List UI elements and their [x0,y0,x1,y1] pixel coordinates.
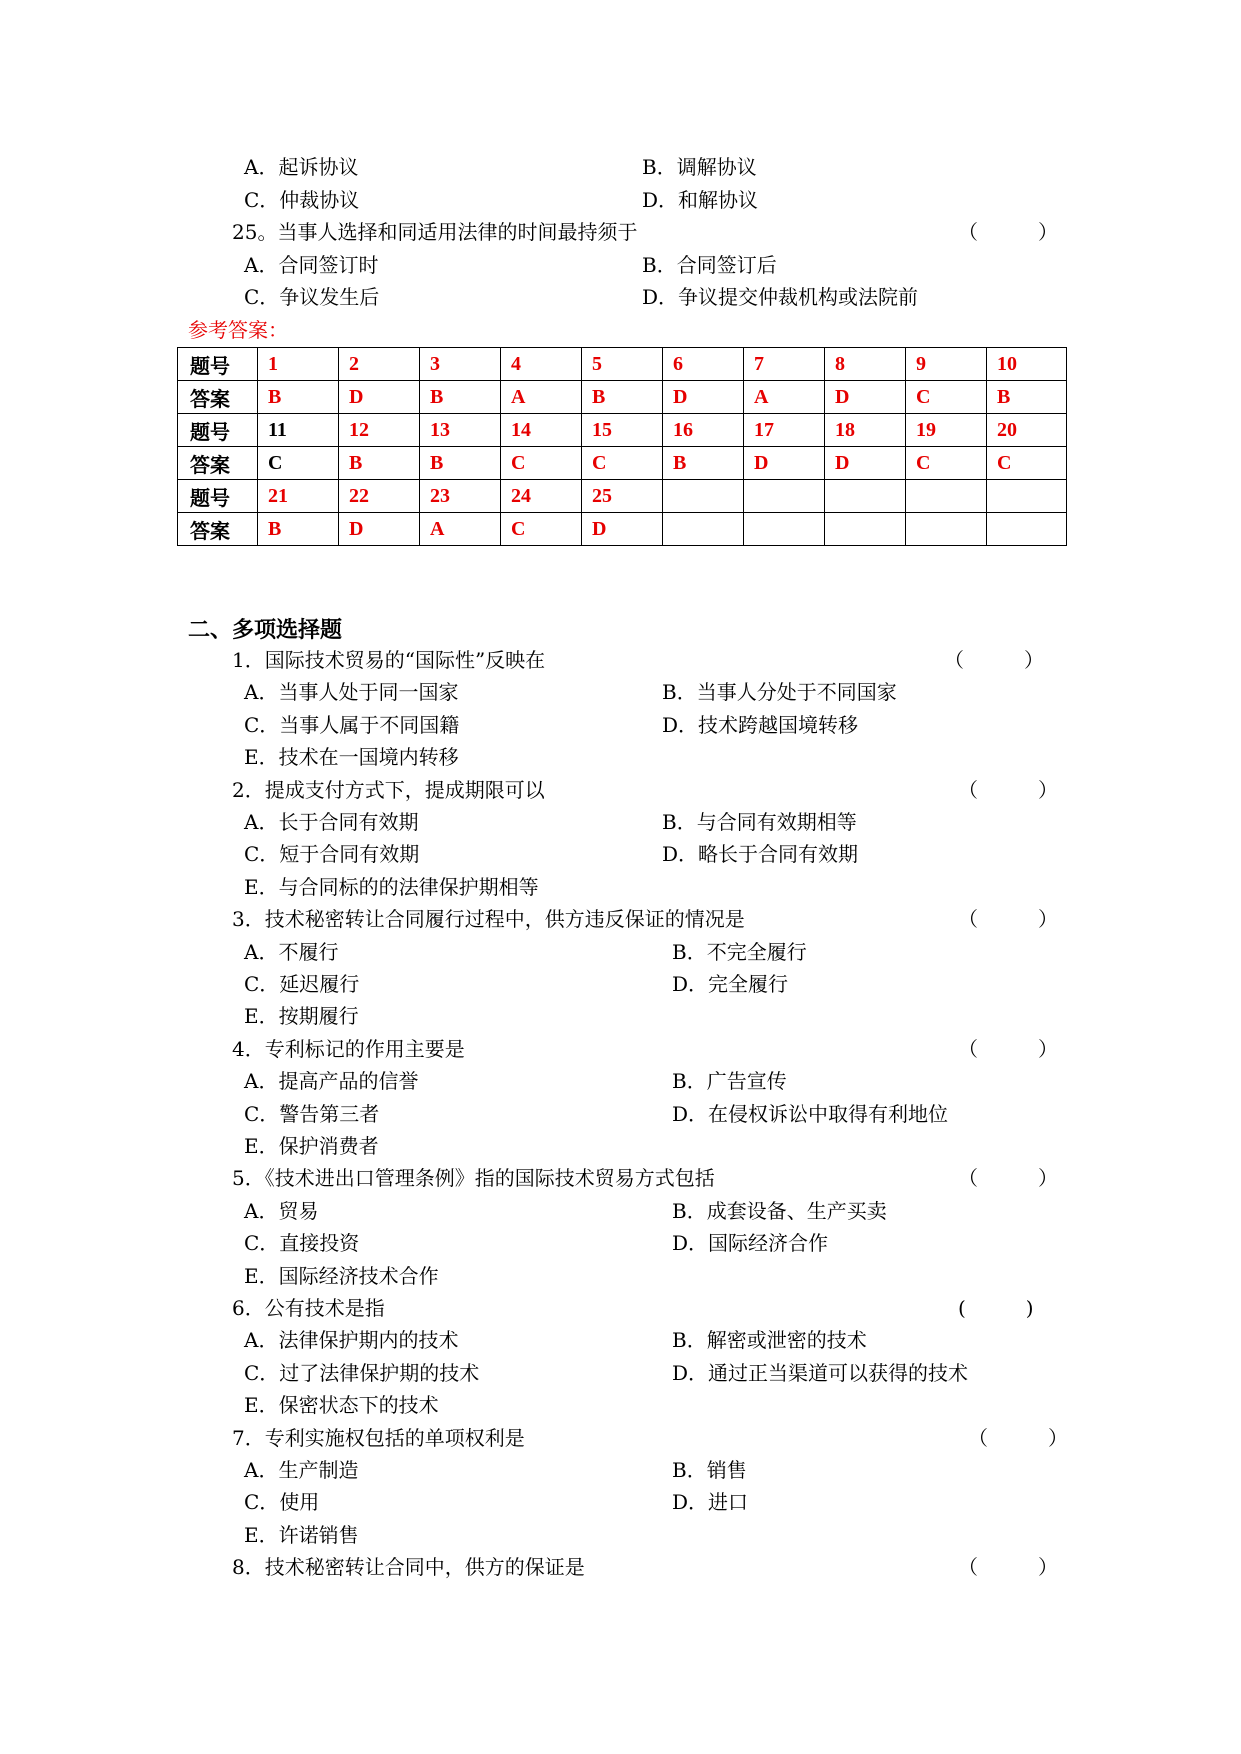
answer-table-cell: C [906,447,987,480]
answer-table-cell [906,513,987,546]
answer-table-cell: 14 [501,414,582,447]
question-stem: 6．公有技术是指 [232,1296,385,1320]
answer-table-number-row [178,414,1067,447]
answer-table-cell: 4 [501,348,582,381]
answer-table-cell: C [501,447,582,480]
answer-table-cell: 9 [906,348,987,381]
answer-bracket: ( ) [958,1296,1034,1320]
answer-bracket: （ ） [968,1426,1068,1450]
answer-table-cell: 6 [663,348,744,381]
answer-table-cell: 25 [582,480,663,513]
answer-table-answer-row [178,381,1067,414]
answer-table-row-label: 答案 [178,381,258,414]
option-d: D．技术跨越国境转移 [662,713,859,737]
answer-table-cell: 2 [339,348,420,381]
answer-table-cell: 10 [987,348,1067,381]
answer-table-cell: 21 [258,480,339,513]
answer-table-cell: B [258,513,339,546]
answer-table-cell: D [825,381,906,414]
answer-table-cell: B [420,381,501,414]
answer-table-answer-row [178,447,1067,480]
answer-bracket: （ ） [958,1555,1058,1579]
option-e: E．按期履行 [244,1004,359,1028]
answer-table-cell: C [987,447,1067,480]
option-e: E．保密状态下的技术 [244,1393,439,1417]
section-2-title: 二、多项选择题 [188,618,343,643]
q24-option-d: D．和解协议 [642,188,759,212]
option-d: D．略长于合同有效期 [662,842,859,866]
answer-table-cell [744,480,825,513]
option-a: A．法律保护期内的技术 [244,1328,459,1352]
option-c: C．延迟履行 [244,972,360,996]
answer-table-cell: B [987,381,1067,414]
answer-table [177,347,1067,546]
answer-table-cell [987,513,1067,546]
answer-table-number-row [178,348,1067,381]
answer-table-cell: C [501,513,582,546]
answer-table-number-row [178,480,1067,513]
answer-table-row-label: 答案 [178,447,258,480]
answer-table-cell: 24 [501,480,582,513]
answer-table-cell: 1 [258,348,339,381]
answer-table-cell: D [825,447,906,480]
option-e: E．与合同标的的法律保护期相等 [244,875,539,899]
option-c: C．当事人属于不同国籍 [244,713,460,737]
question-stem: 3．技术秘密转让合同履行过程中，供方违反保证的情况是 [232,907,745,931]
answer-table-row-label: 题号 [178,348,258,381]
option-b: B．不完全履行 [672,940,807,964]
answer-table-cell: 23 [420,480,501,513]
answer-table-cell: B [420,447,501,480]
option-a: A．当事人处于同一国家 [244,680,459,704]
answer-table-cell: 12 [339,414,420,447]
option-b: B．销售 [672,1458,747,1482]
option-b: B．解密或泄密的技术 [672,1328,867,1352]
option-c: C．过了法律保护期的技术 [244,1361,480,1385]
answer-bracket: （ ） [958,1166,1058,1190]
answer-table-cell: B [258,381,339,414]
q24-option-a: A．起诉协议 [244,155,359,179]
option-a: A．提高产品的信誉 [244,1069,419,1093]
answer-table-row-label: 题号 [178,414,258,447]
answer-table-cell: B [339,447,420,480]
answer-table-cell: B [663,447,744,480]
answer-table-cell [744,513,825,546]
q25-option-c: C．争议发生后 [244,285,380,309]
question-stem: 2．提成支付方式下，提成期限可以 [232,778,545,802]
q25-option-a: A．合同签订时 [244,253,379,277]
option-d: D．国际经济合作 [672,1231,829,1255]
q25-option-b: B．合同签订后 [642,253,777,277]
answer-table-cell: D [663,381,744,414]
answer-table-cell: 18 [825,414,906,447]
option-e: E．国际经济技术合作 [244,1264,439,1288]
q25-option-d: D．争议提交仲裁机构或法院前 [642,285,919,309]
option-a: A．生产制造 [244,1458,359,1482]
option-d: D．进口 [672,1490,749,1514]
answer-table-cell [825,480,906,513]
answer-table-cell [825,513,906,546]
answer-table-cell [987,480,1067,513]
answer-table-cell: D [339,513,420,546]
answer-table-cell: 15 [582,414,663,447]
question-stem: 4．专利标记的作用主要是 [232,1037,465,1061]
answer-table-cell: D [744,447,825,480]
answer-table-answer-row [178,513,1067,546]
option-e: E．保护消费者 [244,1134,379,1158]
answer-bracket: （ ） [958,778,1058,802]
answer-table-cell: D [582,513,663,546]
question-stem: 7．专利实施权包括的单项权利是 [232,1426,525,1450]
answer-table-cell: C [258,447,339,480]
answer-table-cell: 22 [339,480,420,513]
option-b: B．广告宣传 [672,1069,787,1093]
option-d: D．完全履行 [672,972,789,996]
q25-stem: 25。当事人选择和同适用法律的时间最持须于 [232,220,638,244]
answer-table-cell: A [501,381,582,414]
q24-option-c: C．仲裁协议 [244,188,360,212]
q24-option-b: B．调解协议 [642,155,757,179]
option-d: D．通过正当渠道可以获得的技术 [672,1361,969,1385]
answer-table-cell [663,480,744,513]
question-stem: 1．国际技术贸易的“国际性”反映在 [232,648,546,672]
option-c: C．使用 [244,1490,320,1514]
answer-table-cell: D [339,381,420,414]
answer-table-cell: 11 [258,414,339,447]
answer-table-cell: C [906,381,987,414]
answer-table-cell [663,513,744,546]
answer-table-cell: C [582,447,663,480]
answer-table-cell: A [744,381,825,414]
answer-table-cell: A [420,513,501,546]
answer-table-row-label: 题号 [178,480,258,513]
answer-table-cell: 16 [663,414,744,447]
option-e: E．许诺销售 [244,1523,359,1547]
option-c: C．直接投资 [244,1231,360,1255]
option-b: B．当事人分处于不同国家 [662,680,897,704]
option-d: D．在侵权诉讼中取得有利地位 [672,1102,949,1126]
answer-table-cell: 8 [825,348,906,381]
option-c: C．短于合同有效期 [244,842,420,866]
q25-answer-bracket: （ ） [958,220,1058,244]
option-e: E．技术在一国境内转移 [244,745,459,769]
answer-table-cell: 5 [582,348,663,381]
question-stem: 5．《技术进出口管理条例》指的国际技术贸易方式包括 [232,1166,715,1190]
option-b: B．成套设备、生产买卖 [672,1199,887,1223]
answer-table-cell: 20 [987,414,1067,447]
option-c: C．警告第三者 [244,1102,380,1126]
answer-bracket: （ ） [958,1037,1058,1061]
question-stem: 8．技术秘密转让合同中，供方的保证是 [232,1555,585,1579]
answer-bracket: （ ） [958,907,1058,931]
option-a: A．长于合同有效期 [244,810,419,834]
answer-table-cell: 13 [420,414,501,447]
option-a: A．不履行 [244,940,339,964]
answer-table-cell: 19 [906,414,987,447]
answer-table-cell: 7 [744,348,825,381]
answer-table-cell [906,480,987,513]
answers-heading: 参考答案： [188,318,288,342]
answer-table-cell: 3 [420,348,501,381]
answer-table-cell: B [582,381,663,414]
option-a: A．贸易 [244,1199,319,1223]
option-b: B．与合同有效期相等 [662,810,857,834]
answer-table-row-label: 答案 [178,513,258,546]
answer-table-cell: 17 [744,414,825,447]
answer-bracket: （ ） [944,648,1044,672]
